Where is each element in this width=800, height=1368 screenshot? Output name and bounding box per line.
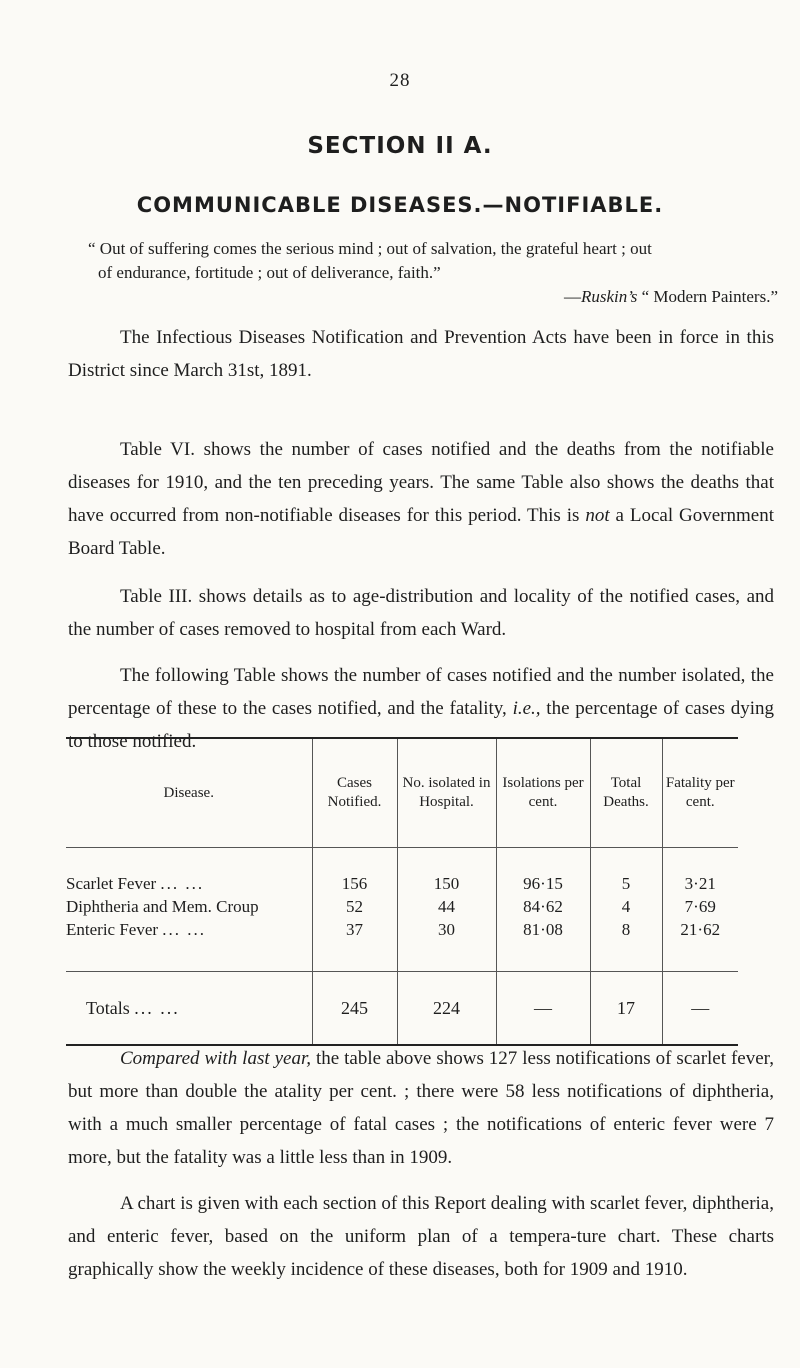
cell-disease [66, 848, 312, 896]
cell-cases: 37 [312, 918, 397, 972]
cell-disease [66, 918, 312, 972]
disease-name: Diphtheria and Mem. Croup [66, 897, 259, 916]
totals-row [66, 972, 738, 1046]
epigraph-quote [88, 237, 778, 309]
page-number: 28 [389, 70, 411, 91]
cell-total-isolations-pct: — [496, 972, 590, 1046]
paragraph-comparison [68, 1042, 774, 1174]
cell-cases: 156 [312, 848, 397, 896]
cell-fatality: 3·21 [662, 848, 738, 896]
cell-totals-label [66, 972, 312, 1046]
section-heading: SECTION II A. [307, 133, 493, 159]
paragraph-comparison-emphasis: Compared with last year, [120, 1048, 311, 1069]
quote-attribution [88, 285, 778, 309]
cell-isolations-pct: 81·08 [496, 918, 590, 972]
paragraph-acts-in-force: The Infectious Diseases Notification and Prevention Acts have been in force in this District since March 31st, 1891. [68, 327, 774, 381]
quote-line-1: “ Out of suffering comes the serious mind ; out of salvation, the grateful heart ; out [88, 239, 652, 258]
paragraph-following-table-text-b: the percentage of cases dying to those notified. [68, 698, 774, 752]
paragraph-comparison-text: the table above shows 127 less notifications of scarlet fever, but more than double the atality per cent. ; there were 58 less notifications of diphtheria, with a much smaller percentage of fatal cases ; the notifications of enteric fever were 7 more, but the fatality was a little less than in 1909. [68, 1048, 774, 1168]
disease-name: Scarlet Fever [66, 874, 157, 893]
cell-isolations-pct: 96·15 [496, 848, 590, 896]
leader-dots: ... ... [162, 920, 207, 939]
header-fatality-pct: Fatality per cent. [662, 738, 738, 848]
table-row [66, 848, 738, 896]
paragraph-table-iii: Table III. shows details as to age-distribution and locality of the notified cases, and the number of cases removed to hospital from each Ward. [68, 586, 774, 640]
attribution-dash: — [563, 287, 581, 306]
table-row [66, 918, 738, 972]
cell-fatality: 21·62 [662, 918, 738, 972]
paragraph-table-vi-emphasis: not [585, 505, 610, 526]
cell-disease [66, 895, 312, 918]
paragraph-table-vi-text-b: a Local Government Board Table. [68, 505, 774, 559]
quote-work: “ Modern Painters.” [641, 287, 778, 306]
cell-total-fatality: — [662, 972, 738, 1046]
paragraph-table-vi-text-a: Table VI. shows the number of cases notified and the deaths from the notifiable diseases for 1910, and the ten preceding years. The same Table also shows the deaths that have occurred from non-notifiable diseases for this period. This is [68, 439, 774, 526]
header-total-deaths: Total Deaths. [590, 738, 662, 848]
cell-deaths: 4 [590, 895, 662, 918]
header-isolated: No. isolated in Hospital. [397, 738, 496, 848]
header-disease: Disease. [66, 738, 312, 848]
cell-deaths: 8 [590, 918, 662, 972]
cell-total-isolated: 224 [397, 972, 496, 1046]
leader-dots: ... ... [134, 997, 180, 1018]
main-title: COMMUNICABLE DISEASES.—NOTIFIABLE. [136, 193, 664, 217]
cell-isolated: 150 [397, 848, 496, 896]
disease-name: Enteric Fever [66, 920, 159, 939]
cell-deaths: 5 [590, 848, 662, 896]
table-header-row [66, 738, 738, 848]
header-isolations-pct: Isolations per cent. [496, 738, 590, 848]
quote-line-2: of endurance, fortitude ; out of deliverance, faith.” [98, 263, 441, 282]
paragraph-following-table-emphasis: i.e., [512, 698, 541, 719]
table-row [66, 895, 738, 918]
leader-dots: ... ... [160, 874, 205, 893]
paragraph-following-table-text-a: The following Table shows the number of cases notified and the number isolated, the percentage of these to the cases notified, and the fatality, [68, 665, 774, 719]
cell-cases: 52 [312, 895, 397, 918]
cell-isolated: 30 [397, 918, 496, 972]
cell-fatality: 7·69 [662, 895, 738, 918]
totals-label: Totals [86, 997, 130, 1018]
cell-isolated: 44 [397, 895, 496, 918]
cell-total-deaths: 17 [590, 972, 662, 1046]
quote-author: Ruskin’s [580, 287, 638, 306]
cell-total-cases: 245 [312, 972, 397, 1046]
header-cases-notified: Cases Notified. [312, 738, 397, 848]
paragraph-charts: A chart is given with each section of this Report dealing with scarlet fever, diphtheria, and enteric fever, based on the uniform plan of a tempera-ture chart. These charts graphically show the weekly incidence of these diseases, both for 1909 and 1910. [68, 1193, 774, 1280]
notifications-table [66, 737, 738, 1046]
cell-isolations-pct: 84·62 [496, 895, 590, 918]
paragraph-table-vi [68, 433, 774, 565]
